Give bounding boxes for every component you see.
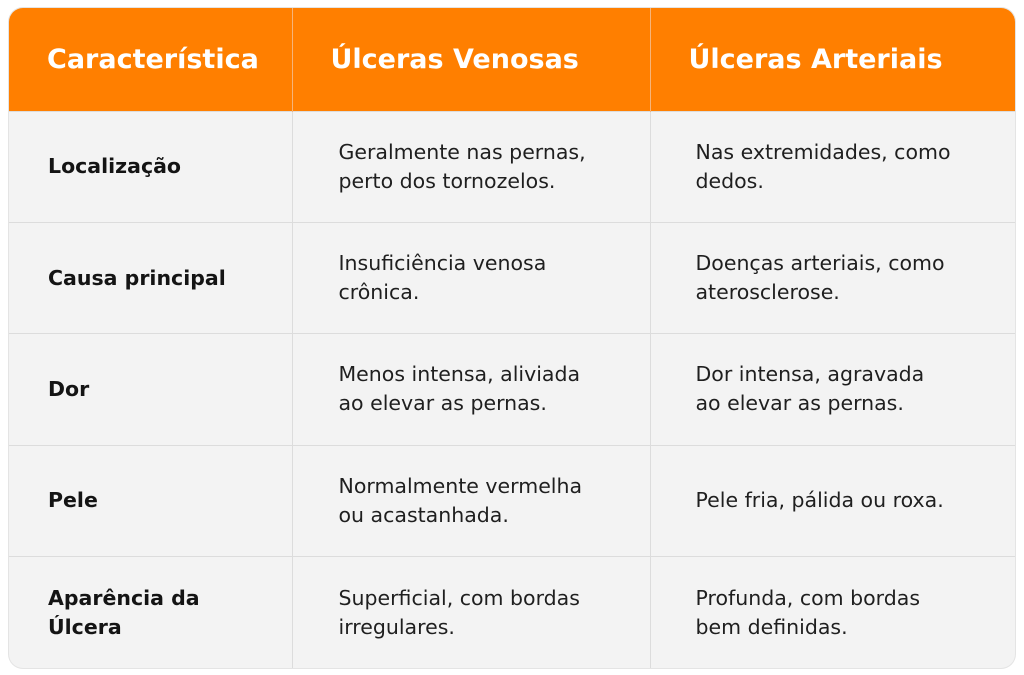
row-label: Localização	[9, 111, 292, 222]
cell-venosas: Superficial, com bordas irregulares.	[292, 557, 650, 668]
cell-arteriais: Dor intensa, agravada ao elevar as pernas.	[650, 334, 1015, 445]
cell-arteriais: Doenças arteriais, como aterosclerose.	[650, 222, 1015, 333]
cell-arteriais: Pele fria, pálida ou roxa.	[650, 445, 1015, 556]
header-ulceras-arteriais: Úlceras Arteriais	[650, 8, 1015, 111]
row-label: Pele	[9, 445, 292, 556]
row-label: Aparência da Úlcera	[9, 557, 292, 668]
cell-venosas: Menos intensa, aliviada ao elevar as pernas.	[292, 334, 650, 445]
cell-arteriais: Nas extremidades, como dedos.	[650, 111, 1015, 222]
table-row	[9, 222, 1015, 333]
cell-venosas: Normalmente vermelha ou acastanhada.	[292, 445, 650, 556]
table-row	[9, 557, 1015, 668]
comparison-table	[9, 8, 1015, 668]
header-caracteristica: Característica	[9, 8, 292, 111]
table-header	[9, 8, 1015, 111]
table-row	[9, 334, 1015, 445]
comparison-table-container	[9, 8, 1015, 668]
table-row	[9, 445, 1015, 556]
cell-venosas: Geralmente nas pernas, perto dos tornozelos.	[292, 111, 650, 222]
table-body	[9, 111, 1015, 668]
cell-venosas: Insuficiência venosa crônica.	[292, 222, 650, 333]
table-row	[9, 111, 1015, 222]
cell-arteriais: Profunda, com bordas bem definidas.	[650, 557, 1015, 668]
row-label: Causa principal	[9, 222, 292, 333]
header-ulceras-venosas: Úlceras Venosas	[292, 8, 650, 111]
header-row	[9, 8, 1015, 111]
row-label: Dor	[9, 334, 292, 445]
